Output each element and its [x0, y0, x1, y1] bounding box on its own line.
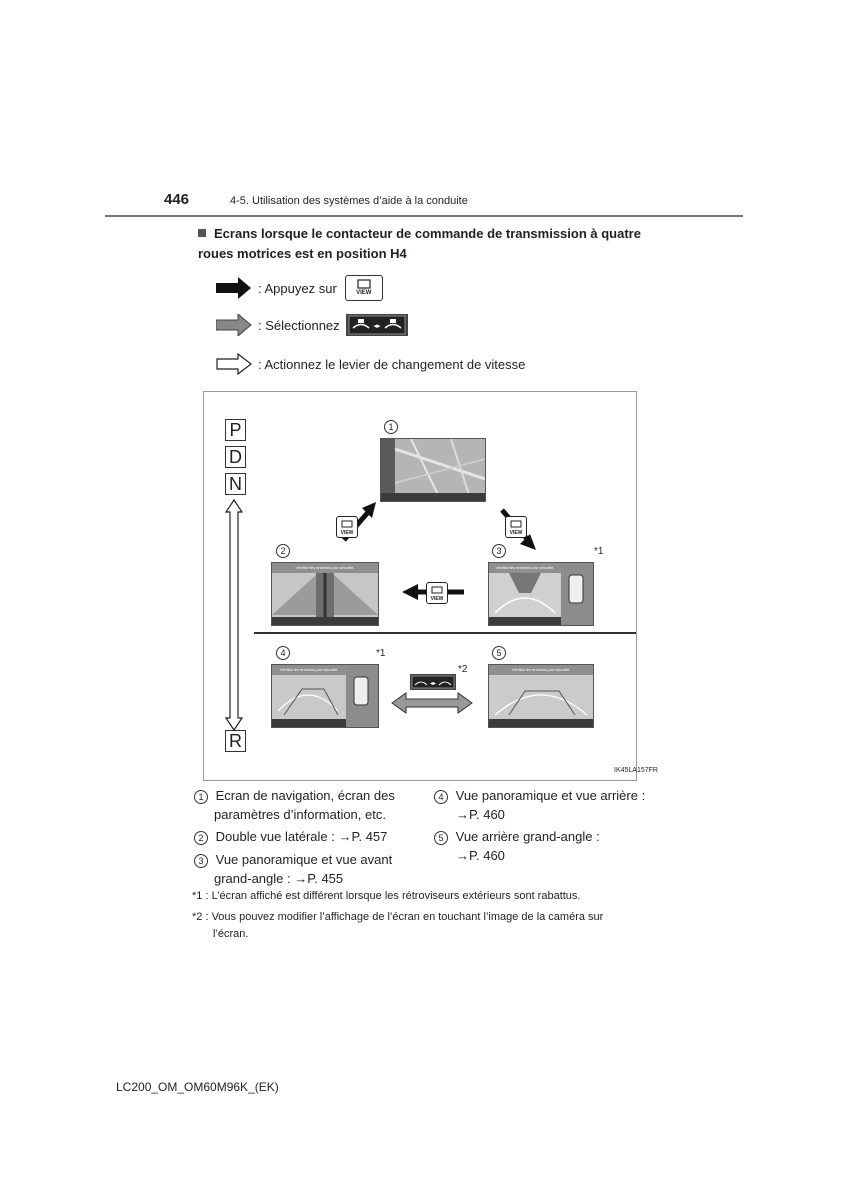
chapter-title: 4-5. Utilisation des systèmes d’aide à la conduite	[230, 195, 468, 207]
svg-text:◂▸: ◂▸	[373, 323, 381, 330]
view-button-icon-right: VIEW	[505, 516, 527, 538]
gear-d: D	[225, 446, 246, 468]
caption-4: 4 Vue panoramique et vue arrière : →P. 460	[434, 786, 645, 824]
gear-r: R	[225, 730, 246, 752]
caption-2: 2 Double vue latérale : →P. 457	[194, 827, 387, 846]
gray-arrow-icon	[216, 314, 252, 336]
screen-flow-figure	[203, 391, 658, 781]
figure-code: IK45LA157FR	[614, 767, 658, 774]
view-button-icon-left: VIEW	[336, 516, 358, 538]
side-camera-image	[272, 563, 378, 625]
page-number: 446	[164, 191, 190, 208]
rear-camera-image	[272, 665, 378, 727]
screen-4-panoramic-rear: Vérifiez les environs par sécurité.	[271, 664, 379, 728]
camera-switch-icon	[346, 314, 408, 336]
rear-wide-camera-image	[489, 665, 593, 727]
camera-switch-small-icon	[410, 674, 456, 690]
view-button-icon-middle: VIEW	[426, 582, 448, 604]
legend-shift: : Actionnez le levier de changement de vitesse	[216, 353, 525, 375]
screen-5-rear-wide: Vérifiez les environs par sécurité.	[488, 664, 594, 728]
document-code: LC200_OM_OM60M96K_(EK)	[116, 1080, 279, 1094]
front-camera-image	[489, 563, 593, 625]
legend-select: : Sélectionnez ◂▸	[216, 314, 408, 336]
map-image	[381, 439, 485, 501]
gear-n: N	[225, 473, 246, 495]
screen-number-1: 1	[384, 420, 398, 434]
screen-3-panoramic-front: Vérifiez les environs par sécurité.	[488, 562, 594, 626]
screen-number-4: 4	[276, 646, 290, 660]
screen-1-navigation	[380, 438, 486, 502]
bullet-square-icon	[198, 229, 206, 237]
screen-number-5: 5	[492, 646, 506, 660]
screen-2-side-view: Vérifiez les environs par sécurité.	[271, 562, 379, 626]
note-mark-2: *2	[458, 664, 468, 675]
view-button-icon: VIEW	[345, 275, 383, 301]
caption-1: 1 Ecran de navigation, écran des paramètres d’information, etc.	[194, 786, 424, 824]
white-arrow-icon	[216, 353, 252, 375]
footnote-2: *2 : Vous pouvez modifier l’affichage de l’écran en touchant l’image de la caméra sur l’écran.	[192, 911, 604, 940]
header-rule	[105, 215, 743, 217]
note-mark-1-screen4: *1	[376, 648, 386, 659]
footnote-1: *1 : L’écran affiché est différent lorsque les rétroviseurs extérieurs sont rabattus.	[192, 890, 581, 902]
svg-text:◂▸: ◂▸	[429, 681, 437, 687]
black-arrow-icon	[216, 277, 252, 299]
caption-5: 5 Vue arrière grand-angle : →P. 460	[434, 827, 600, 865]
screen-number-3: 3	[492, 544, 506, 558]
caption-3: 3 Vue panoramique et vue avant grand-angle : →P. 455	[194, 850, 392, 888]
section-heading: Ecrans lorsque le contacteur de commande de transmission à quatre roues motrices est en position H4	[198, 226, 641, 261]
note-mark-1-screen3: *1	[594, 546, 604, 557]
screen-number-2: 2	[276, 544, 290, 558]
legend-press: : Appuyez sur VIEW	[216, 275, 383, 301]
gear-p: P	[225, 419, 246, 441]
